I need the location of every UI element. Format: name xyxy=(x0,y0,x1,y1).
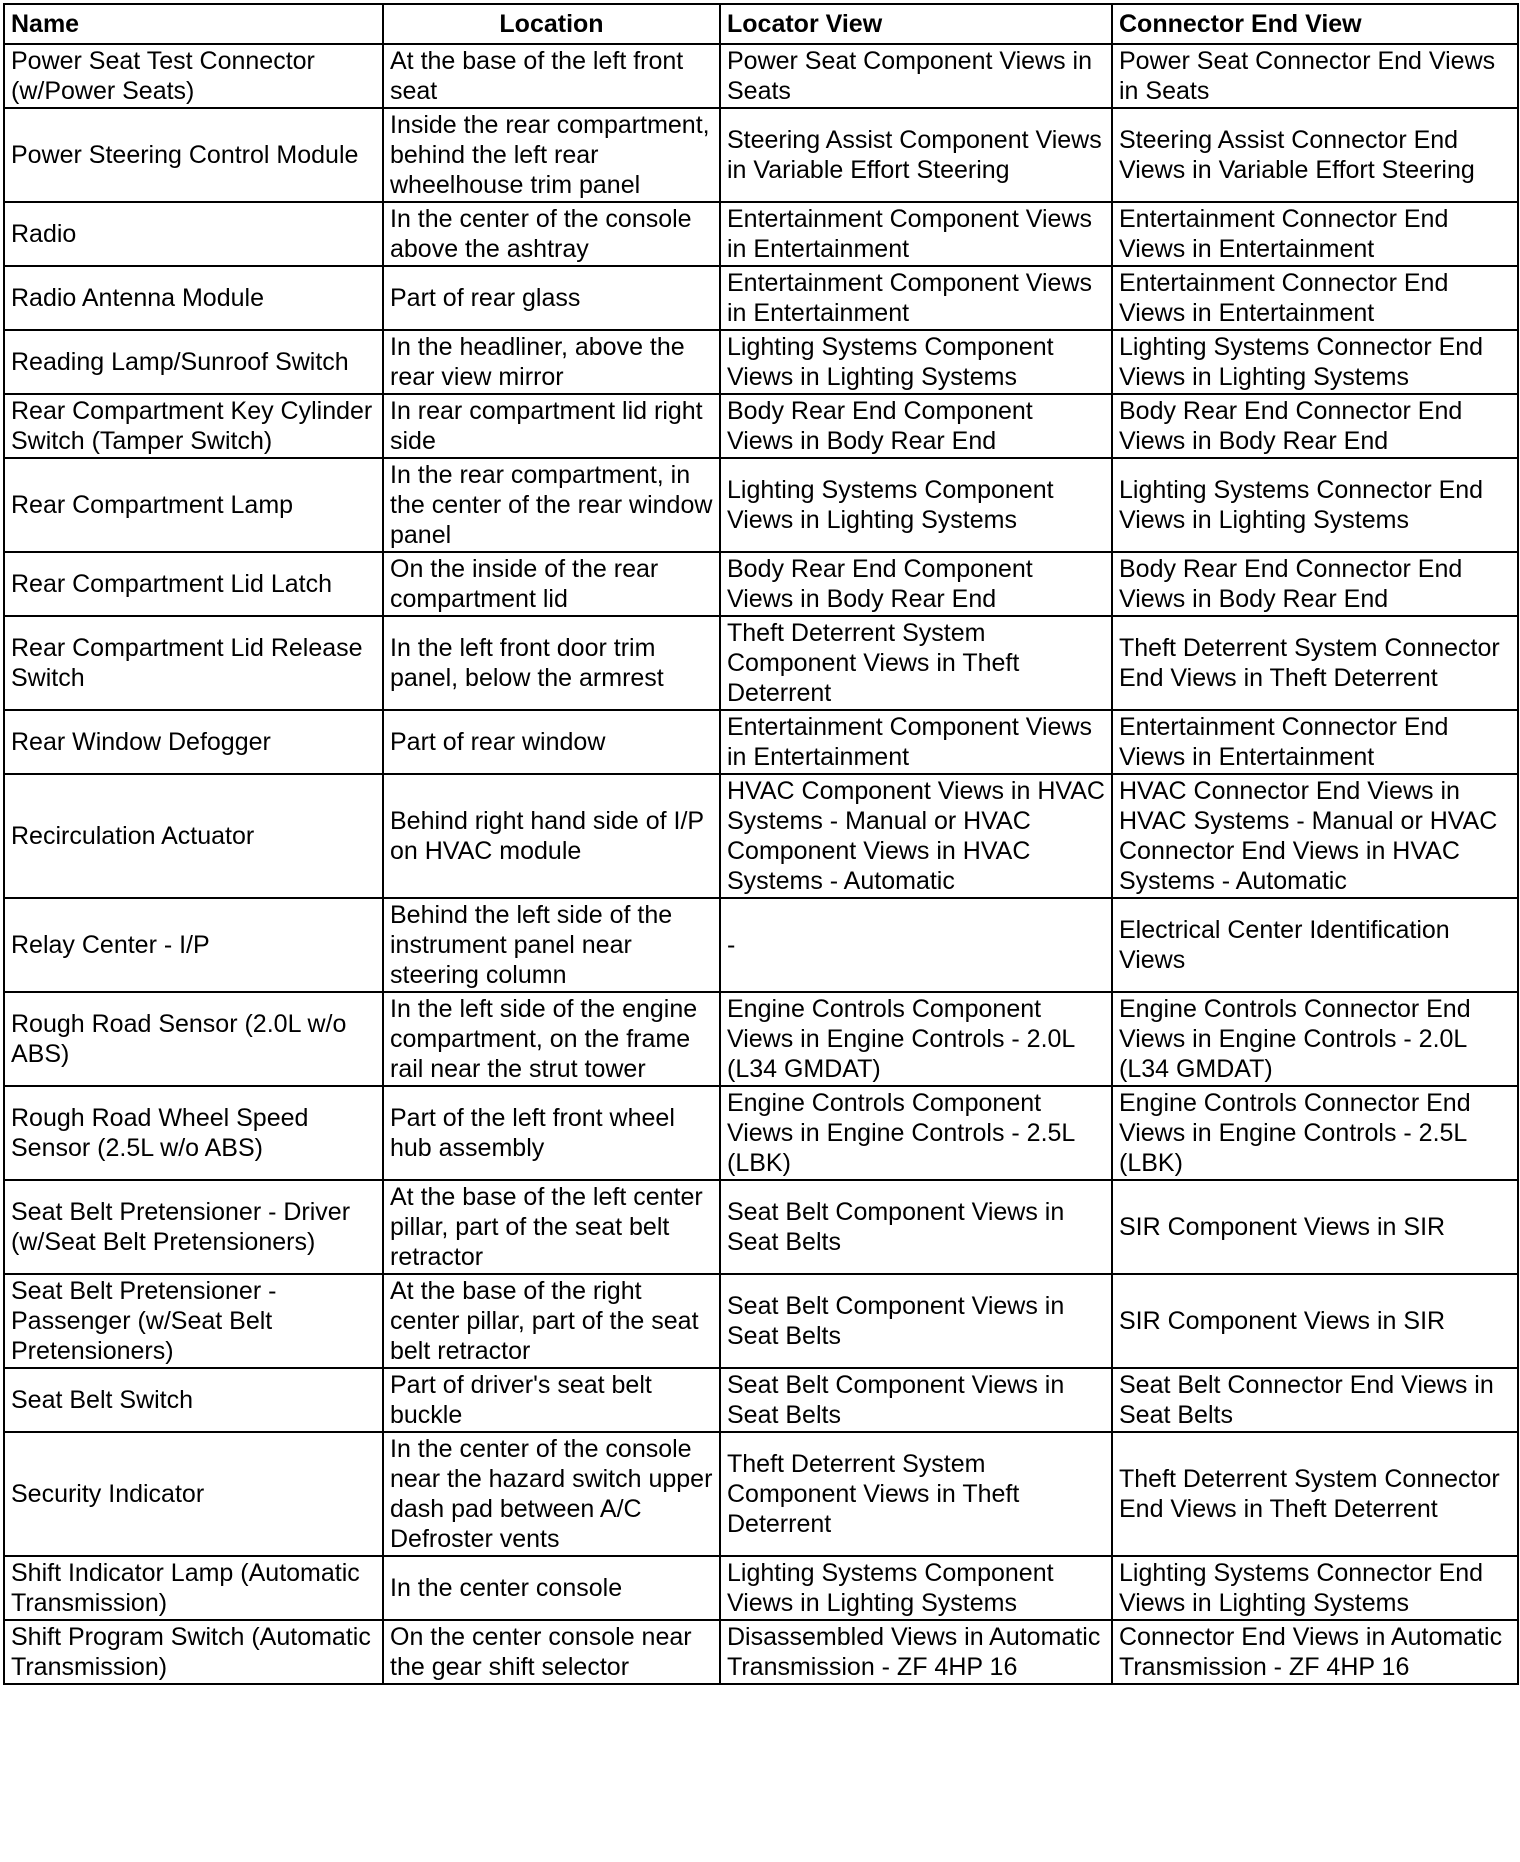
cell-location: Part of rear window xyxy=(383,710,720,774)
cell-name: Recirculation Actuator xyxy=(4,774,383,898)
table-row xyxy=(4,774,1518,898)
table-row xyxy=(4,898,1518,992)
cell-connector-end-view: SIR Component Views in SIR xyxy=(1112,1180,1518,1274)
cell-connector-end-view: Body Rear End Connector End Views in Body Rear End xyxy=(1112,394,1518,458)
cell-name: Rear Compartment Lid Latch xyxy=(4,552,383,616)
cell-connector-end-view: Lighting Systems Connector End Views in Lighting Systems xyxy=(1112,458,1518,552)
cell-locator-view: Entertainment Component Views in Entertainment xyxy=(720,266,1112,330)
cell-location: In the left front door trim panel, below the armrest xyxy=(383,616,720,710)
table-row xyxy=(4,552,1518,616)
table-row xyxy=(4,1368,1518,1432)
cell-name: Security Indicator xyxy=(4,1432,383,1556)
cell-location: In the left side of the engine compartment, on the frame rail near the strut tower xyxy=(383,992,720,1086)
cell-name: Rear Compartment Lid Release Switch xyxy=(4,616,383,710)
cell-name: Power Seat Test Connector (w/Power Seats) xyxy=(4,44,383,108)
cell-locator-view: Lighting Systems Component Views in Lighting Systems xyxy=(720,1556,1112,1620)
table-row xyxy=(4,108,1518,202)
cell-connector-end-view: SIR Component Views in SIR xyxy=(1112,1274,1518,1368)
cell-connector-end-view: Steering Assist Connector End Views in Variable Effort Steering xyxy=(1112,108,1518,202)
cell-name: Seat Belt Pretensioner - Passenger (w/Seat Belt Pretensioners) xyxy=(4,1274,383,1368)
cell-location: Part of rear glass xyxy=(383,266,720,330)
cell-connector-end-view: Engine Controls Connector End Views in Engine Controls - 2.0L (L34 GMDAT) xyxy=(1112,992,1518,1086)
table-row xyxy=(4,1432,1518,1556)
cell-location: Part of the left front wheel hub assembly xyxy=(383,1086,720,1180)
component-locator-table xyxy=(3,3,1519,1685)
cell-location: In rear compartment lid right side xyxy=(383,394,720,458)
cell-connector-end-view: Electrical Center Identification Views xyxy=(1112,898,1518,992)
cell-locator-view: Body Rear End Component Views in Body Rear End xyxy=(720,394,1112,458)
cell-connector-end-view: Engine Controls Connector End Views in Engine Controls - 2.5L (LBK) xyxy=(1112,1086,1518,1180)
table-row xyxy=(4,1274,1518,1368)
cell-locator-view: Seat Belt Component Views in Seat Belts xyxy=(720,1274,1112,1368)
table-row xyxy=(4,1620,1518,1684)
cell-name: Power Steering Control Module xyxy=(4,108,383,202)
table-row xyxy=(4,710,1518,774)
cell-connector-end-view: Connector End Views in Automatic Transmission - ZF 4HP 16 xyxy=(1112,1620,1518,1684)
cell-name: Relay Center - I/P xyxy=(4,898,383,992)
cell-name: Rough Road Sensor (2.0L w/o ABS) xyxy=(4,992,383,1086)
header-name: Name xyxy=(4,4,383,44)
cell-name: Shift Indicator Lamp (Automatic Transmission) xyxy=(4,1556,383,1620)
cell-connector-end-view: Entertainment Connector End Views in Entertainment xyxy=(1112,202,1518,266)
cell-location: At the base of the right center pillar, part of the seat belt retractor xyxy=(383,1274,720,1368)
cell-connector-end-view: Seat Belt Connector End Views in Seat Belts xyxy=(1112,1368,1518,1432)
table-row xyxy=(4,330,1518,394)
cell-locator-view: Theft Deterrent System Component Views in Theft Deterrent xyxy=(720,1432,1112,1556)
table-row xyxy=(4,458,1518,552)
cell-connector-end-view: Theft Deterrent System Connector End Views in Theft Deterrent xyxy=(1112,616,1518,710)
cell-location: On the inside of the rear compartment lid xyxy=(383,552,720,616)
header-location: Location xyxy=(383,4,720,44)
cell-name: Reading Lamp/Sunroof Switch xyxy=(4,330,383,394)
cell-location: In the center of the console near the hazard switch upper dash pad between A/C Defroster vents xyxy=(383,1432,720,1556)
table-body xyxy=(4,44,1518,1684)
cell-location: On the center console near the gear shift selector xyxy=(383,1620,720,1684)
cell-location: At the base of the left front seat xyxy=(383,44,720,108)
cell-connector-end-view: Theft Deterrent System Connector End Views in Theft Deterrent xyxy=(1112,1432,1518,1556)
cell-connector-end-view: Lighting Systems Connector End Views in Lighting Systems xyxy=(1112,330,1518,394)
cell-location: Part of driver's seat belt buckle xyxy=(383,1368,720,1432)
cell-connector-end-view: HVAC Connector End Views in HVAC Systems - Manual or HVAC Connector End Views in HVAC Systems - Automatic xyxy=(1112,774,1518,898)
cell-connector-end-view: Entertainment Connector End Views in Entertainment xyxy=(1112,266,1518,330)
cell-connector-end-view: Power Seat Connector End Views in Seats xyxy=(1112,44,1518,108)
cell-location: Behind right hand side of I/P on HVAC module xyxy=(383,774,720,898)
cell-locator-view: Seat Belt Component Views in Seat Belts xyxy=(720,1180,1112,1274)
cell-name: Rear Compartment Lamp xyxy=(4,458,383,552)
cell-location: In the headliner, above the rear view mirror xyxy=(383,330,720,394)
component-locator-document xyxy=(3,3,1519,1685)
cell-locator-view: - xyxy=(720,898,1112,992)
cell-locator-view: Seat Belt Component Views in Seat Belts xyxy=(720,1368,1112,1432)
header-connector-end-view: Connector End View xyxy=(1112,4,1518,44)
cell-name: Rear Window Defogger xyxy=(4,710,383,774)
cell-locator-view: Theft Deterrent System Component Views in Theft Deterrent xyxy=(720,616,1112,710)
cell-locator-view: Steering Assist Component Views in Variable Effort Steering xyxy=(720,108,1112,202)
header-locator-view: Locator View xyxy=(720,4,1112,44)
table-row xyxy=(4,394,1518,458)
cell-connector-end-view: Entertainment Connector End Views in Entertainment xyxy=(1112,710,1518,774)
cell-locator-view: Power Seat Component Views in Seats xyxy=(720,44,1112,108)
cell-name: Seat Belt Switch xyxy=(4,1368,383,1432)
cell-name: Seat Belt Pretensioner - Driver (w/Seat Belt Pretensioners) xyxy=(4,1180,383,1274)
cell-location: Behind the left side of the instrument panel near steering column xyxy=(383,898,720,992)
cell-connector-end-view: Body Rear End Connector End Views in Body Rear End xyxy=(1112,552,1518,616)
table-row xyxy=(4,992,1518,1086)
cell-locator-view: Engine Controls Component Views in Engine Controls - 2.0L (L34 GMDAT) xyxy=(720,992,1112,1086)
cell-locator-view: Lighting Systems Component Views in Lighting Systems xyxy=(720,330,1112,394)
table-row xyxy=(4,1180,1518,1274)
table-header-row xyxy=(4,4,1518,44)
cell-name: Radio Antenna Module xyxy=(4,266,383,330)
cell-locator-view: Entertainment Component Views in Entertainment xyxy=(720,710,1112,774)
cell-connector-end-view: Lighting Systems Connector End Views in Lighting Systems xyxy=(1112,1556,1518,1620)
cell-locator-view: Lighting Systems Component Views in Lighting Systems xyxy=(720,458,1112,552)
table-row xyxy=(4,616,1518,710)
table-row xyxy=(4,266,1518,330)
table-row xyxy=(4,1086,1518,1180)
cell-locator-view: Body Rear End Component Views in Body Rear End xyxy=(720,552,1112,616)
cell-location: In the rear compartment, in the center of the rear window panel xyxy=(383,458,720,552)
cell-name: Shift Program Switch (Automatic Transmission) xyxy=(4,1620,383,1684)
table-row xyxy=(4,202,1518,266)
cell-locator-view: Engine Controls Component Views in Engine Controls - 2.5L (LBK) xyxy=(720,1086,1112,1180)
cell-name: Radio xyxy=(4,202,383,266)
table-row xyxy=(4,1556,1518,1620)
cell-location: In the center of the console above the ashtray xyxy=(383,202,720,266)
cell-location: Inside the rear compartment, behind the left rear wheelhouse trim panel xyxy=(383,108,720,202)
cell-name: Rough Road Wheel Speed Sensor (2.5L w/o ABS) xyxy=(4,1086,383,1180)
cell-locator-view: Entertainment Component Views in Entertainment xyxy=(720,202,1112,266)
cell-name: Rear Compartment Key Cylinder Switch (Tamper Switch) xyxy=(4,394,383,458)
table-row xyxy=(4,44,1518,108)
cell-location: At the base of the left center pillar, part of the seat belt retractor xyxy=(383,1180,720,1274)
cell-locator-view: HVAC Component Views in HVAC Systems - Manual or HVAC Component Views in HVAC Systems - Automatic xyxy=(720,774,1112,898)
cell-location: In the center console xyxy=(383,1556,720,1620)
cell-locator-view: Disassembled Views in Automatic Transmission - ZF 4HP 16 xyxy=(720,1620,1112,1684)
